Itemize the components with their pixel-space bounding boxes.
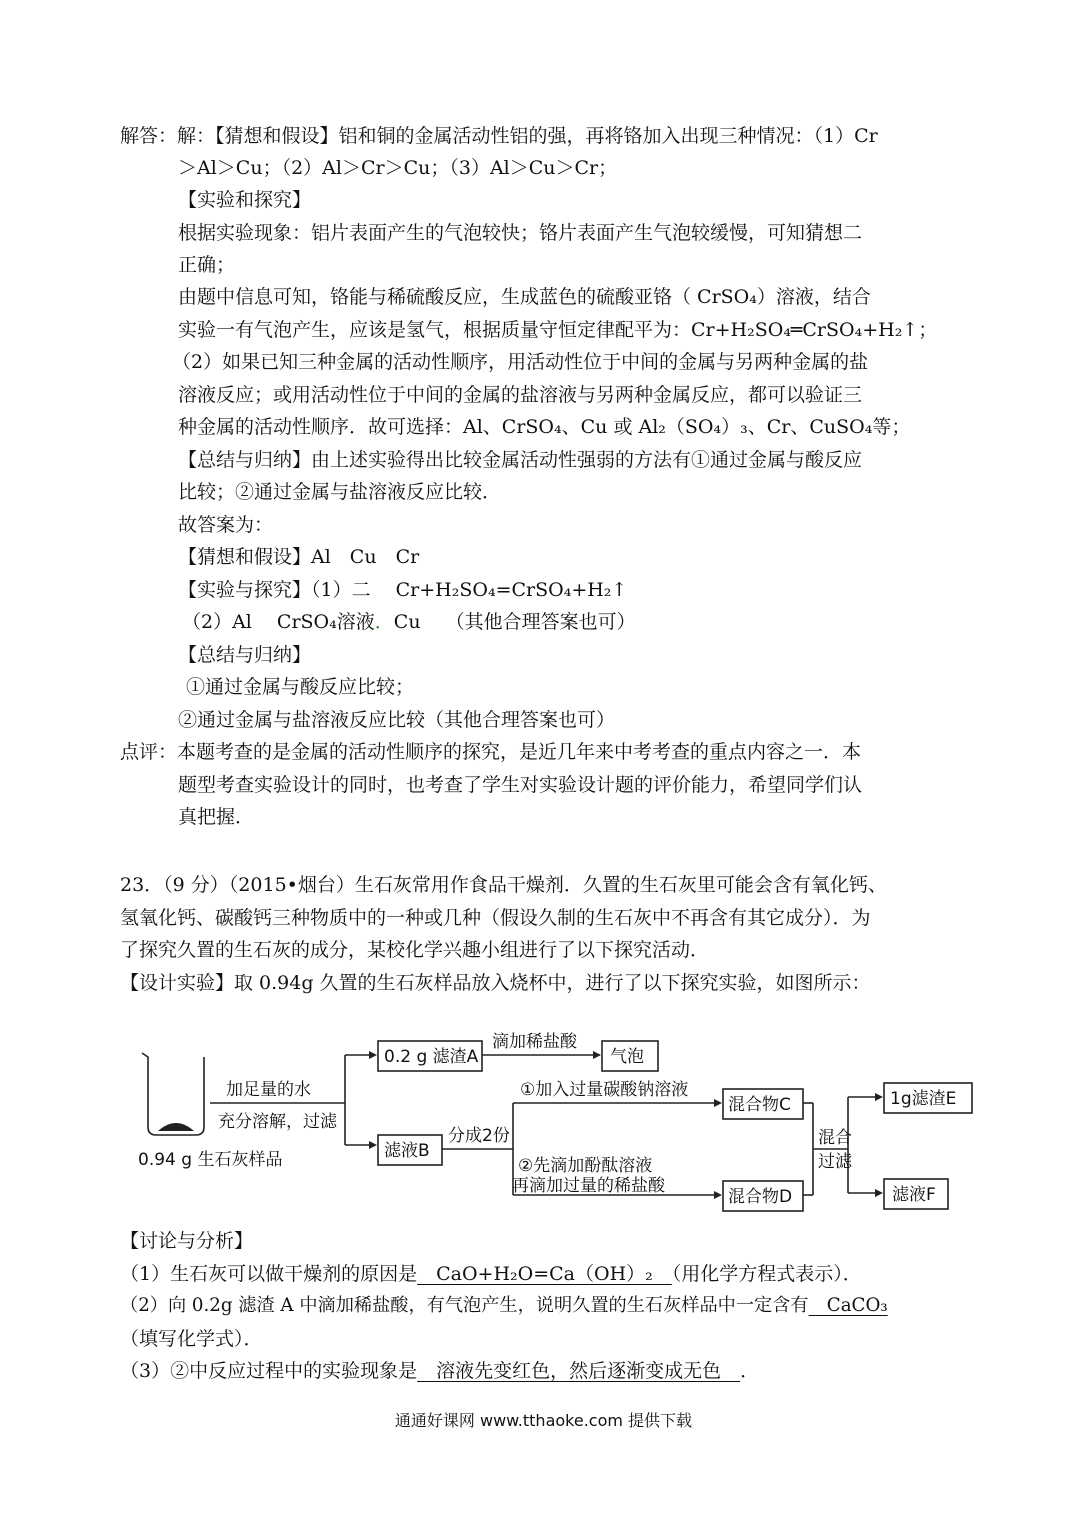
discussion-q2 (120, 1292, 888, 1320)
beaker-icon (142, 1053, 204, 1135)
discussion-q1-prompt: （1）生石灰可以做干燥剂的原因是 (120, 1263, 418, 1285)
diagram-residue-e: 1g滤渣E (890, 1089, 957, 1109)
discussion-q2-answer: CaCO₃ (808, 1295, 888, 1316)
discussion-q2-prompt: （2）向 0.2g 滤渣 A 中滴加稀盐酸，有气泡产生，说明久置的生石灰样品中一定含有 (120, 1295, 809, 1316)
solution-line-1: 解答：解：【猜想和假设】铝和铜的金属活动性铝的强，再将铬加入出现三种情况：（1）Cr (120, 125, 878, 147)
diagram-add-water: 加足量的水 (226, 1080, 311, 1100)
question-23-line-2: 氢氧化钙、碳酸钙三种物质中的一种或几种（假设久制的生石灰中不再含有其它成分）．为 (120, 907, 871, 929)
question-23-line-1: 23．（9 分）（2015•烟台）生石灰常用作食品干燥剂．久置的生石灰里可能会含有氧化钙、 (120, 874, 887, 896)
solution-line-7: 实验一有气泡产生，应该是氢气，根据质量守恒定律配平为：Cr+H₂SO₄═CrSO₄+H₂↑； (178, 319, 938, 341)
discussion-q1 (120, 1260, 862, 1288)
solution-line-13: 故答案为： (178, 514, 274, 536)
solution-line-8: （2）如果已知三种金属的活动性顺序，用活动性位于中间的金属与另两种金属的盐 (172, 351, 869, 373)
solution-line-11: 【总结与归纳】由上述实验得出比较金属活动性强弱的方法有①通过金属与酸反应 (178, 449, 863, 471)
solution-line-12: 比较；②通过金属与盐溶液反应比较． (178, 481, 502, 503)
solution-line-3: 【实验和探究】 (178, 189, 312, 211)
page-footer: 通通好课网 www.tthaoke.com 提供下载 (394, 1411, 693, 1430)
experiment-flow-diagram (130, 1015, 990, 1230)
discussion-q3-answer: 溶液先变红色，然后逐渐变成无色 (417, 1360, 741, 1382)
discussion-q3 (120, 1357, 759, 1385)
answer-summary-title: 【总结与归纳】 (178, 644, 312, 666)
discussion-q1-suffix: （用化学方程式表示）． (671, 1263, 862, 1285)
answer-experiment-2 (182, 608, 636, 636)
diagram-filter: 过滤 (818, 1152, 852, 1172)
answer-experiment: 【实验与探究】（1）二 Cr+H₂SO₄=CrSO₄+H₂↑ (178, 579, 628, 601)
diagram-add-hcl: 滴加稀盐酸 (492, 1032, 577, 1052)
answer-exp2-part-a: （2）Al CrSO₄溶液 (182, 611, 375, 633)
diagram-split: 分成2份 (448, 1126, 510, 1146)
solution-line-9: 溶液反应；或用活动性位于中间的金属的盐溶液与另两种金属反应，都可以验证三 (178, 384, 863, 406)
discussion-q2-line-2: （填写化学式）． (120, 1328, 263, 1350)
discussion-q1-answer: CaO+H₂O=Ca（OH）₂ (417, 1263, 672, 1285)
diagram-step-1: ①加入过量碳酸钠溶液 (520, 1080, 689, 1100)
question-23-line-3: 了探究久置的生石灰的成分，某校化学兴趣小组进行了以下探究活动． (120, 939, 710, 961)
comment-line-1: 点评：本题考查的是金属的活动性顺序的探究，是近几年来中考考查的重点内容之一．本 (120, 741, 862, 763)
comment-line-2: 题型考查实验设计的同时，也考查了学生对实验设计题的评价能力，希望同学们认 (178, 774, 863, 796)
diagram-mixture-c: 混合物C (728, 1095, 791, 1115)
diagram-filtrate-b: 滤液B (384, 1141, 430, 1161)
discussion-q3-suffix: ． (740, 1360, 760, 1382)
solution-line-10: 种金属的活动性顺序．故可选择：Al、CrSO₄、Cu 或 Al₂（SO₄）₃、Cr、CuSO₄等； (178, 416, 911, 438)
answer-guess: 【猜想和假设】Al Cu Cr (178, 546, 420, 568)
discussion-q3-prompt: （3）②中反应过程中的实验现象是 (120, 1360, 418, 1382)
diagram-sample-label: 0.94 g 生石灰样品 (138, 1150, 283, 1170)
diagram-mix: 混合 (818, 1128, 852, 1148)
question-23-line-4: 【设计实验】取 0.94g 久置的生石灰样品放入烧杯中，进行了以下探究实验，如图所示： (120, 972, 871, 994)
solution-line-6: 由题中信息可知，铬能与稀硫酸反应，生成蓝色的硫酸亚铬（ CrSO₄）溶液，结合 (178, 286, 871, 308)
comment-line-3: 真把握． (178, 806, 255, 828)
diagram-step-2b: 再滴加过量的稀盐酸 (512, 1176, 665, 1196)
discussion-title: 【讨论与分析】 (120, 1230, 254, 1252)
diagram-filtrate-f: 滤液F (892, 1185, 936, 1205)
answer-exp2-part-c: Cu （其他合理答案也可） (393, 611, 636, 633)
sample-pile-icon (158, 1123, 194, 1131)
solution-line-5: 正确； (178, 254, 236, 276)
diagram-step-2a: ②先滴加酚酞溶液 (518, 1156, 653, 1176)
answer-exp2-dot: ． (374, 611, 394, 633)
solution-line-4: 根据实验现象：铝片表面产生的气泡较快；铬片表面产生气泡较缓慢，可知猜想二 (178, 222, 863, 244)
diagram-mixture-d: 混合物D (728, 1187, 793, 1207)
diagram-residue-a: 0.2 g 滤渣A (384, 1047, 479, 1067)
diagram-bubbles: 气泡 (610, 1047, 644, 1067)
answer-summary-2: ②通过金属与盐溶液反应比较（其他合理答案也可） (178, 709, 616, 731)
diagram-dissolve-filter: 充分溶解，过滤 (218, 1112, 337, 1132)
answer-summary-1: ①通过金属与酸反应比较； (186, 676, 415, 698)
solution-line-2: ＞Al＞Cu；（2）Al＞Cr＞Cu；（3）Al＞Cu＞Cr； (178, 157, 618, 179)
